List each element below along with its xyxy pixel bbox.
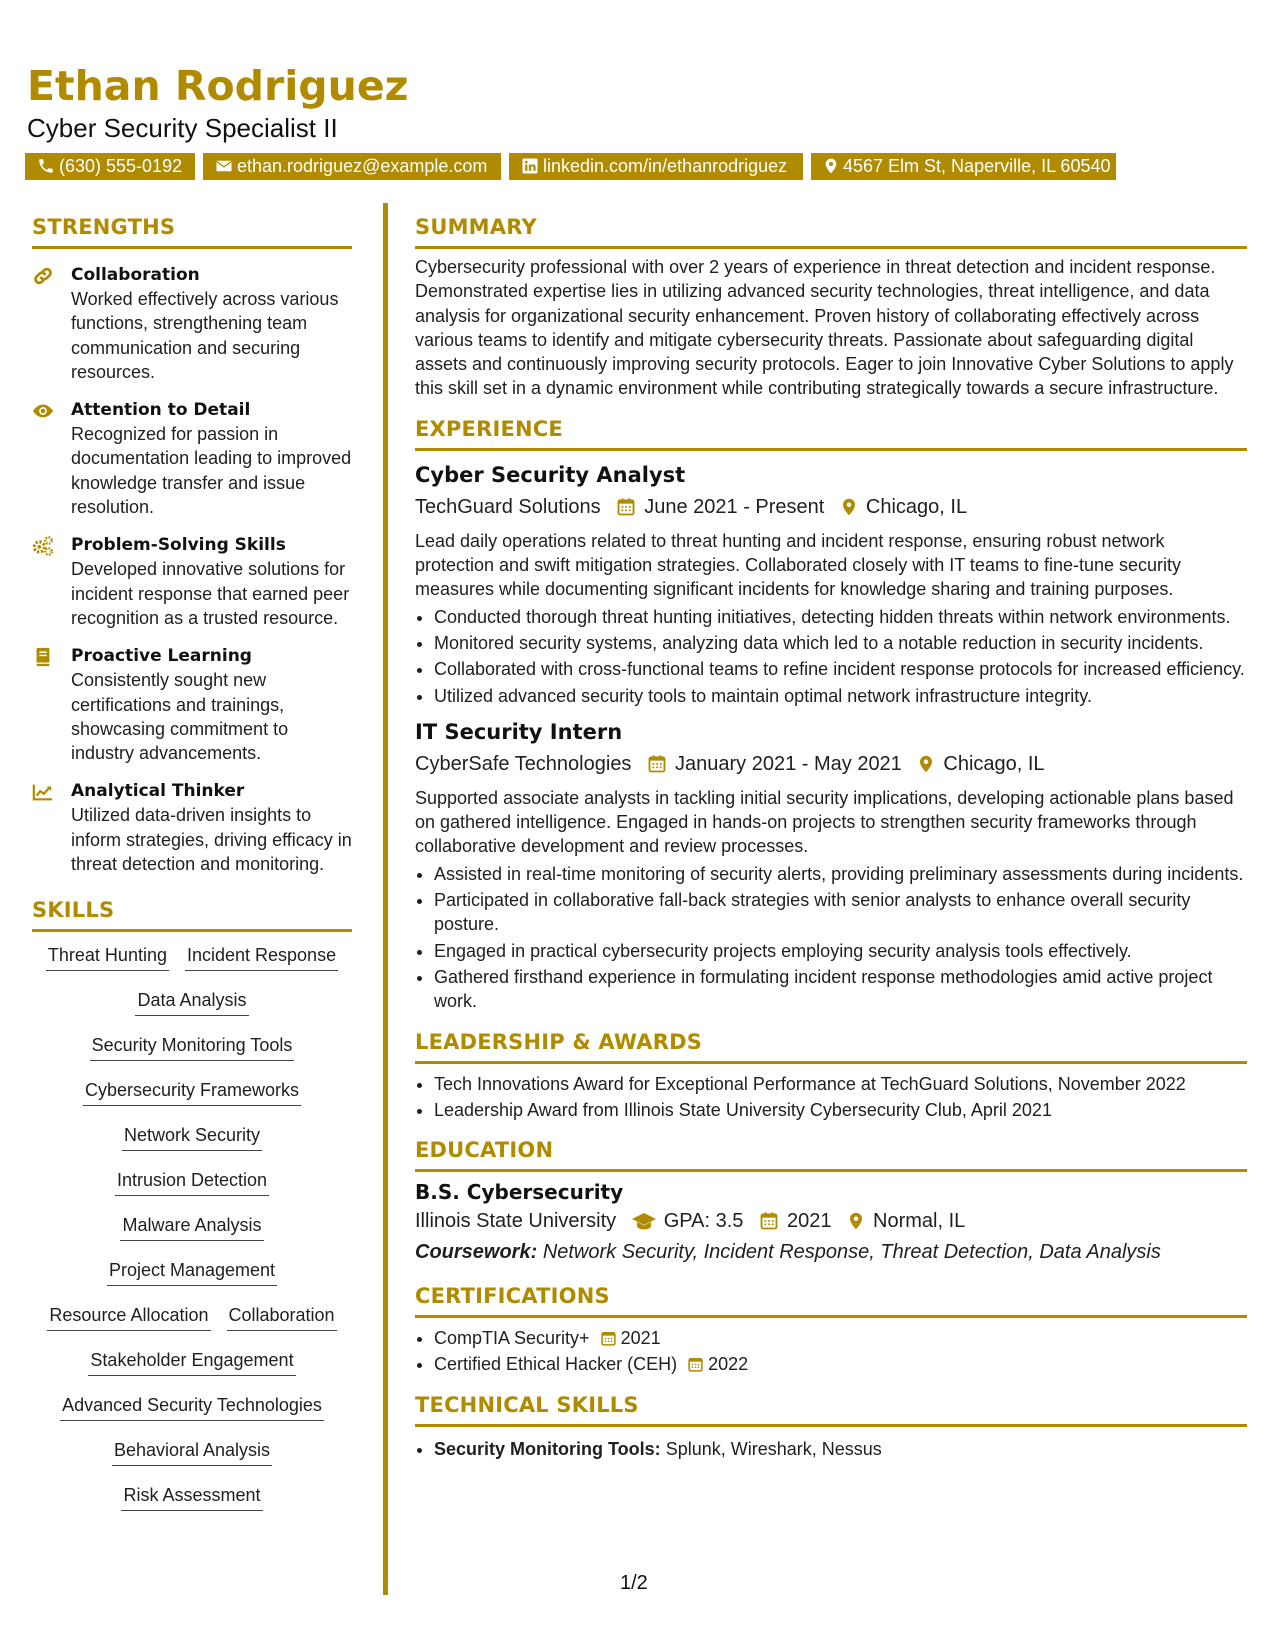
education-meta — [415, 1207, 1247, 1235]
skill-row — [32, 1169, 352, 1214]
right-column — [415, 215, 1247, 1463]
skill-tag: Project Management — [107, 1259, 277, 1286]
certification-item — [434, 1352, 1247, 1376]
experience-heading: EXPERIENCE — [415, 416, 563, 441]
skill-row — [32, 989, 352, 1034]
coursework-label: Coursework: — [415, 1241, 538, 1264]
skill-tag: Advanced Security Technologies — [60, 1394, 324, 1421]
technical-skills-list — [415, 1437, 1247, 1461]
left-column — [32, 215, 352, 1529]
skills-rule — [32, 929, 352, 932]
certifications-list — [415, 1326, 1247, 1377]
technical-skill-label: Security Monitoring Tools: — [434, 1438, 661, 1459]
location-icon — [917, 754, 935, 774]
technical-skill-item — [434, 1437, 1247, 1461]
phone-icon — [37, 157, 55, 175]
job-bullet: • Conducted thorough threat hunting initiatives, detecting hidden threats within network environments. — [434, 605, 1247, 629]
job-bullets — [415, 605, 1247, 708]
technical-skills-rule — [415, 1424, 1247, 1427]
education-heading: EDUCATION — [415, 1138, 554, 1163]
strengths-heading: STRENGTHS — [32, 215, 176, 239]
skill-tag: Threat Hunting — [46, 944, 169, 971]
job-dates: January 2021 - May 2021 — [675, 752, 902, 775]
summary-rule — [415, 246, 1247, 249]
technical-skill-value: Splunk, Wireshark, Nessus — [665, 1438, 882, 1459]
job-location: Chicago, IL — [943, 752, 1045, 775]
certification-item — [434, 1326, 1247, 1350]
strength-title: Proactive Learning — [71, 646, 252, 667]
gpa: GPA: 3.5 — [663, 1210, 744, 1233]
contact-address[interactable] — [811, 153, 1116, 180]
calendar-icon — [687, 1356, 704, 1373]
strengths-rule — [32, 246, 352, 249]
degree: B.S. Cybersecurity — [415, 1180, 624, 1205]
email-icon — [215, 157, 233, 175]
contact-phone-text: (630) 555-0192 — [59, 156, 183, 176]
contact-email[interactable] — [203, 153, 501, 180]
job-company: TechGuard Solutions — [415, 495, 601, 518]
summary-text: Cybersecurity professional with over 2 years of experience in threat detection and incident response. Demonstrated expertise lies in utilizing advanced security technologies, threat intelligence, and data analysis for organizational security enhancement. Proven history of collaborating effectively across various teams to identify and mitigate cybersecurity threats. Passionate about safeguarding digital assets and continuously improving security protocols. Eager to join Innovative Cyber Solutions to apply this skill set in a dynamic environment while contributing strategically towards a secure infrastructure. — [415, 257, 1234, 399]
summary-heading: SUMMARY — [415, 215, 537, 239]
award-item: • Leadership Award from Illinois State University Cybersecurity Club, April 2021 — [434, 1098, 1247, 1122]
gears-icon — [32, 535, 54, 557]
education-rule — [415, 1169, 1247, 1172]
education-location: Normal, IL — [873, 1210, 966, 1233]
skill-row — [32, 1124, 352, 1169]
skill-tag: Data Analysis — [135, 989, 248, 1016]
strength-desc: Recognized for passion in documentation leading to improved knowledge transfer and issue resolution. — [71, 424, 352, 518]
candidate-name: Ethan Rodriguez — [27, 62, 409, 110]
skill-tag: Resource Allocation — [47, 1304, 210, 1331]
job-company: CyberSafe Technologies — [415, 752, 632, 775]
job-meta — [415, 750, 1247, 778]
job-title: IT Security Intern — [415, 719, 623, 744]
job-bullet: • Engaged in practical cybersecurity projects employing security analysis tools effectively. — [434, 939, 1247, 963]
certifications-heading: CERTIFICATIONS — [415, 1284, 610, 1309]
contact-phone[interactable] — [25, 153, 195, 180]
job-entry — [415, 463, 1247, 708]
calendar-icon — [759, 1211, 779, 1231]
skill-row — [32, 1259, 352, 1304]
job-bullet: • Utilized advanced security tools to maintain optimal network infrastructure integrity. — [434, 684, 1247, 708]
skill-tag: Behavioral Analysis — [112, 1439, 272, 1466]
location-icon — [847, 1211, 865, 1231]
chart-line-icon — [32, 781, 54, 803]
contact-linkedin-text: linkedin.com/in/ethanrodriguez — [543, 156, 788, 176]
skill-row — [32, 1484, 352, 1529]
skill-tag: Cybersecurity Frameworks — [83, 1079, 301, 1106]
contact-linkedin[interactable] — [509, 153, 803, 180]
strength-title: Problem-Solving Skills — [71, 535, 286, 556]
experience-rule — [415, 448, 1247, 451]
skills-heading: SKILLS — [32, 898, 115, 923]
technical-skills-heading: TECHNICAL SKILLS — [415, 1392, 639, 1417]
job-bullet: • Assisted in real-time monitoring of security alerts, providing preliminary assessments during incidents. — [434, 862, 1247, 886]
school-name: Illinois State University — [415, 1210, 617, 1233]
certification-year: 2022 — [708, 1354, 749, 1375]
skill-tag: Intrusion Detection — [115, 1169, 269, 1196]
job-description: Supported associate analysts in tackling initial security implications, developing actionable plans based on gathered intelligence. Engaged in hands-on projects to strengthen security frameworks through collaborative development and review processes. — [415, 787, 1234, 857]
job-bullet: • Monitored security systems, analyzing data which led to a notable reduction in security incidents. — [434, 631, 1247, 655]
contact-email-text: ethan.rodriguez@example.com — [237, 156, 488, 176]
skill-row — [32, 1214, 352, 1259]
strength-item — [32, 533, 352, 630]
skill-tag: Malware Analysis — [120, 1214, 263, 1241]
skill-tag: Stakeholder Engagement — [88, 1349, 295, 1376]
skill-tag: Risk Assessment — [121, 1484, 262, 1511]
job-bullet: • Collaborated with cross-functional teams to refine incident response protocols for increased efficiency. — [434, 657, 1247, 681]
eye-icon — [32, 400, 54, 422]
coursework — [415, 1241, 1247, 1264]
location-icon — [823, 157, 839, 175]
column-divider — [383, 203, 388, 1595]
strength-title: Collaboration — [71, 265, 200, 285]
calendar-icon — [600, 1330, 617, 1347]
strength-desc: Developed innovative solutions for incident response that earned peer recognition as a trusted resource. — [71, 559, 350, 628]
page-number: 1/2 — [620, 1572, 648, 1594]
strength-title: Analytical Thinker — [71, 781, 245, 802]
job-dates: June 2021 - Present — [644, 495, 825, 518]
strength-desc: Consistently sought new certifications and trainings, showcasing commitment to industry advancements. — [71, 670, 289, 764]
certification-name: Certified Ethical Hacker (CEH) — [434, 1354, 678, 1375]
job-title: Cyber Security Analyst — [415, 462, 686, 487]
location-icon — [840, 497, 858, 517]
skill-row — [32, 1304, 352, 1349]
graduation-year: 2021 — [786, 1210, 832, 1233]
skill-tag: Collaboration — [227, 1304, 337, 1331]
skill-row — [32, 1439, 352, 1484]
skill-tag: Incident Response — [185, 944, 338, 971]
skill-row — [32, 1394, 352, 1439]
job-bullet: • Participated in collaborative fall-back strategies with senior analysts to enhance overall security posture. — [434, 888, 1247, 937]
job-location: Chicago, IL — [865, 495, 968, 518]
link-icon — [32, 265, 54, 287]
job-meta — [415, 493, 1247, 521]
skill-row — [32, 1079, 352, 1124]
certifications-rule — [415, 1315, 1247, 1318]
award-item: • Tech Innovations Award for Exceptional Performance at TechGuard Solutions, November 2022 — [434, 1072, 1247, 1096]
skill-tag: Network Security — [122, 1124, 262, 1151]
certification-year: 2021 — [620, 1328, 661, 1349]
strength-item — [32, 263, 352, 384]
strength-desc: Worked effectively across various functions, strengthening team communication and securing resources. — [71, 289, 339, 382]
coursework-list: Network Security, Incident Response, Threat Detection, Data Analysis — [542, 1241, 1161, 1264]
strength-desc: Utilized data-driven insights to inform strategies, driving efficacy in threat detection and monitoring. — [71, 805, 352, 875]
job-description: Lead daily operations related to threat hunting and incident response, ensuring robust network protection and swift mitigation strategies. Collaborated closely with IT teams to fine-tune security measures while documenting significant incidents for knowledge sharing and training purposes. — [415, 530, 1182, 600]
calendar-icon — [647, 754, 667, 774]
strength-item — [32, 398, 352, 519]
book-icon — [32, 646, 54, 668]
skill-tag: Security Monitoring Tools — [90, 1034, 295, 1061]
awards-rule — [415, 1061, 1247, 1064]
certification-name: CompTIA Security+ — [434, 1328, 590, 1349]
contact-address-text: 4567 Elm St, Naperville, IL 60540 — [843, 156, 1111, 176]
calendar-icon — [616, 497, 636, 517]
skill-row — [32, 944, 352, 989]
skill-row — [32, 1349, 352, 1394]
linkedin-icon — [521, 157, 539, 175]
strength-title: Attention to Detail — [71, 400, 251, 421]
awards-list — [415, 1072, 1247, 1123]
skill-row — [32, 1034, 352, 1079]
strength-item — [32, 644, 352, 765]
job-bullets — [415, 862, 1247, 1014]
awards-heading: LEADERSHIP & AWARDS — [415, 1029, 703, 1054]
graduation-cap-icon — [632, 1211, 656, 1231]
strength-item — [32, 779, 352, 876]
job-bullet: • Gathered firsthand experience in formulating incident response methodologies amid active project work. — [434, 965, 1247, 1014]
candidate-title: Cyber Security Specialist II — [27, 113, 338, 143]
job-entry — [415, 720, 1247, 1014]
